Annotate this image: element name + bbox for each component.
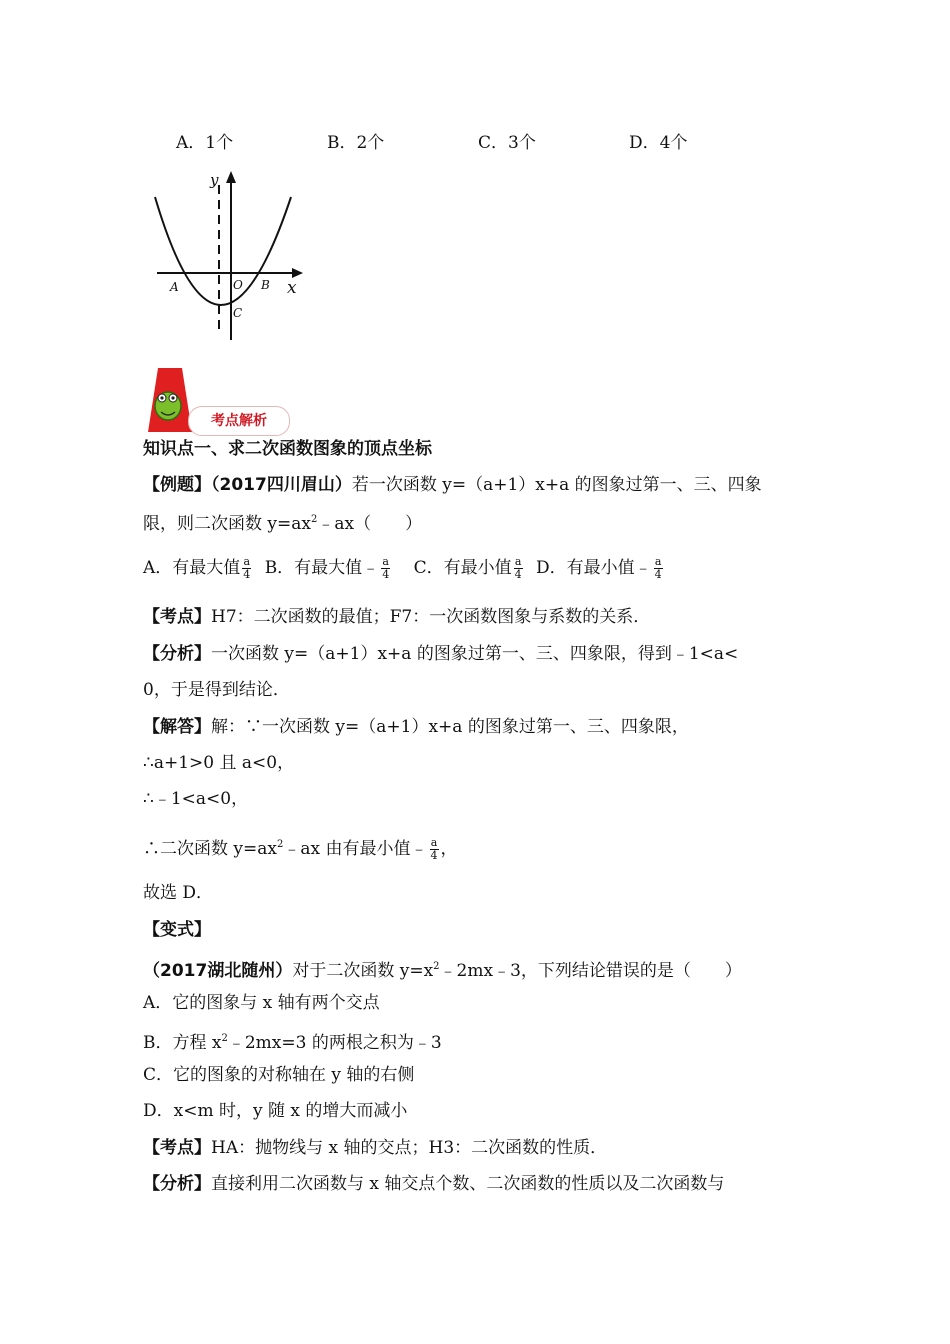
example-text-2: 限，则二次函数 y=ax	[143, 514, 311, 534]
bianshi-exponent: 2	[433, 961, 440, 972]
fraction	[381, 556, 390, 581]
kaodian-1	[143, 606, 650, 628]
fenxi-2	[143, 1173, 724, 1195]
fraction	[430, 837, 439, 862]
bianshi-option-b	[143, 1028, 442, 1054]
fraction-numerator: a	[243, 555, 251, 568]
example-text-1: 若一次函数 y=（a+1）x+a 的图象过第一、三、四象	[351, 475, 762, 495]
bianshi-opt-b-pre: B．方程 x	[143, 1033, 222, 1053]
x-label: x	[287, 278, 297, 298]
bianshi-tag: 【变式】	[143, 920, 211, 940]
fraction-denominator: 4	[654, 568, 662, 581]
bianshi-question	[143, 956, 742, 982]
example-line-1	[143, 474, 762, 496]
fraction-denominator: 4	[514, 568, 522, 581]
bianshi-option-a: A．它的图象与 x 轴有两个交点	[143, 993, 380, 1013]
example-tag: 【例题】	[143, 475, 211, 495]
point-c-label: C	[233, 306, 243, 320]
jieda-line-3: ∴﹣1<a<0，	[143, 789, 249, 809]
fenxi-1-text-1: 一次函数 y=（a+1）x+a 的图象过第一、三、四象限，得到﹣1<a<	[211, 644, 739, 664]
jieda-exponent: 2	[276, 839, 284, 850]
fraction-numerator: a	[654, 555, 662, 568]
origin-label: O	[233, 278, 243, 292]
jieda-line-4-post: ﹣ax 由有最小值﹣	[283, 839, 428, 859]
jieda-line-4	[143, 834, 458, 862]
jieda-line-1	[143, 716, 689, 738]
kaodian-2-text: HA：抛物线与 x 轴的交点；H3：二次函数的性质．	[211, 1138, 608, 1158]
fraction-numerator: a	[382, 555, 389, 568]
example-opt-a: A．有最大值	[143, 558, 241, 578]
fraction-denominator: 4	[430, 849, 438, 862]
fenxi-1-line-1	[143, 643, 738, 665]
jieda-line-4-pre: ∴二次函数 y=ax	[143, 839, 277, 859]
fraction	[654, 556, 663, 581]
fraction	[242, 556, 251, 581]
point-b-label: B	[261, 278, 270, 292]
example-line-2	[143, 509, 422, 535]
kaodian-2-tag: 【考点】	[143, 1138, 211, 1158]
jieda-tag: 【解答】	[143, 717, 211, 737]
section-title: 知识点一、求二次函数图象的顶点坐标	[143, 439, 432, 459]
option-c: C．3个	[478, 133, 536, 153]
bianshi-opt-b-exponent: 2	[221, 1033, 228, 1044]
fraction-numerator: a	[514, 555, 522, 568]
bianshi-q-pre: 对于二次函数 y=x	[292, 961, 434, 981]
fraction-denominator: 4	[382, 568, 390, 581]
example-opt-d: D．有最小值﹣	[536, 558, 652, 578]
kaodian-2	[143, 1137, 607, 1159]
kaodian-1-tag: 【考点】	[143, 607, 211, 627]
option-b: B．2个	[327, 133, 385, 153]
bianshi-option-d: D．x<m 时，y 随 x 的增大而减小	[143, 1101, 408, 1121]
example-opt-b: B．有最大值﹣	[264, 558, 380, 578]
bianshi-option-c: C．它的图象的对称轴在 y 轴的右侧	[143, 1065, 415, 1085]
example-exponent: 2	[310, 514, 318, 525]
example-source: （2017四川眉山）	[211, 475, 352, 495]
fenxi-1-tag: 【分析】	[143, 644, 211, 664]
example-opt-c: C．有最小值	[413, 558, 512, 578]
example-text-2-post: ﹣ax（ ）	[317, 514, 423, 534]
bianshi-opt-b-post: ﹣2mx=3 的两根之积为﹣3	[227, 1033, 442, 1053]
example-options	[143, 556, 665, 581]
y-label: y	[210, 171, 219, 189]
parabola-graph	[145, 165, 310, 345]
fenxi-2-text: 直接利用二次函数与 x 轴交点个数、二次函数的性质以及二次函数与	[211, 1174, 725, 1194]
fraction	[514, 556, 523, 581]
fraction-denominator: 4	[243, 568, 251, 581]
x-axis-arrow	[292, 268, 303, 278]
jieda-line-5: 故选 D．	[143, 883, 214, 903]
option-d: D．4个	[629, 133, 688, 153]
jieda-line-4-end: ，	[440, 839, 458, 859]
option-a: A．1个	[176, 133, 234, 153]
bianshi-source: （2017湖北随州）	[143, 961, 293, 981]
y-axis-arrow	[226, 171, 236, 183]
point-a-label: A	[170, 280, 179, 294]
fenxi-2-tag: 【分析】	[143, 1174, 211, 1194]
bianshi-q-post: ﹣2mx﹣3，下列结论错误的是（ ）	[439, 961, 742, 981]
jieda-line-2: ∴a+1>0 且 a<0，	[143, 753, 295, 773]
fenxi-1-line-2: 0，于是得到结论．	[143, 680, 290, 700]
kaodian-1-text: H7：二次函数的最值；F7：一次函数图象与系数的关系．	[211, 607, 651, 627]
section-badge-label: 考点解析	[188, 406, 290, 436]
fraction-numerator: a	[430, 836, 438, 849]
jieda-text-1: 解：∵一次函数 y=（a+1）x+a 的图象过第一、三、四象限，	[211, 717, 689, 737]
